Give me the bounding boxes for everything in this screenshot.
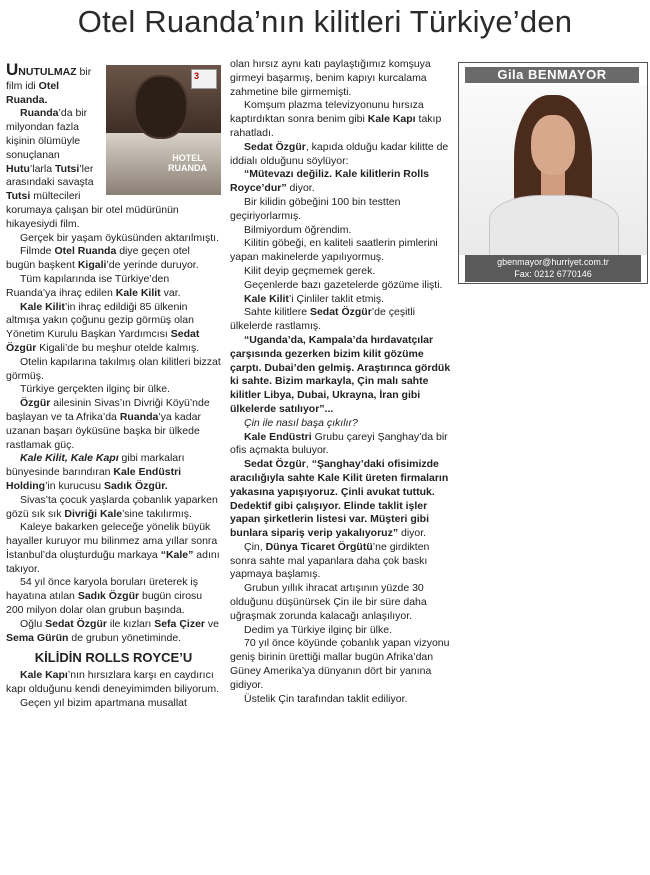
text: 54 yıl önce karyola boruları üreterek iş hayatına atılan: [6, 576, 199, 603]
text: ’i Çinliler taklit etmiş.: [288, 292, 385, 305]
paragraph: Bilmiyordum öğrendim.: [244, 223, 352, 236]
text: diyor.: [398, 527, 427, 540]
text-bold: Kale Kapı: [367, 113, 416, 126]
quote-paragraph: “Uganda’da, Kampala’da hırdavatçılar çarşısında gezerken bizim kilit gözüme çarptı. Dubai’den gelmiş. Araştırınca gördük ki sahte. Bizim markayla, Çin malı sahte kilitler Libya, Dubai, Ukrayna, İran gibi ülkelerde satılıyor”...: [230, 333, 451, 415]
text: bugün cirosu 200 milyon dolar olan grubun başında.: [6, 590, 203, 617]
paragraph: [230, 458, 452, 541]
article-column-1: [6, 60, 221, 711]
text: ile kızları: [106, 617, 155, 630]
text: bir film idi: [6, 66, 92, 92]
subheading: KİLİDİN ROLLS ROYCE’U: [34, 650, 193, 666]
text-bold: Sedat Özgür: [6, 328, 200, 354]
poster-badge: [191, 69, 217, 89]
text-bold: Sedat Özgür: [244, 458, 306, 471]
text: Sivas’ta çocuk yaşlarda çobanlık yaparken gözü sık sık: [6, 493, 218, 520]
text: ’ler arasındaki savaşta: [6, 162, 94, 189]
text: ailesinin Sivas’ın Divriği Köyü’nde başlayan ve ta Afrika’da: [6, 397, 210, 423]
text-bold: Kale Kapı: [20, 669, 68, 682]
paragraph: [230, 306, 452, 334]
poster-face: [136, 77, 186, 137]
text-bold: Otel Ruanda: [54, 245, 117, 258]
paragraph: 70 yıl önce köyünde çobanlık yapan vizyonu geniş birinin ürettiği mallar bugün Afrika’dan Güney Amerika’ya dünyanın dört bir yanına gidiyor.: [230, 637, 450, 691]
paragraph: Gerçek bir yaşam öyküsünden aktarılmıştı.: [20, 231, 219, 244]
text-bold: NUTULMAZ: [18, 66, 77, 78]
paragraph: [6, 494, 221, 522]
paragraph: [6, 245, 221, 273]
text-bold: Kale Endüstri Holding: [6, 466, 182, 492]
paragraph: [230, 168, 452, 196]
poster-title-line2: RUANDA: [168, 163, 207, 173]
text: Tüm kapılarında ise Türkiye’den Ruanda’ya ihraç edilen: [6, 272, 170, 299]
text-bold: Ruanda: [20, 107, 59, 120]
text: Çin,: [244, 540, 266, 553]
paragraph: [6, 521, 221, 576]
text: adını takıyor.: [6, 548, 220, 575]
paragraph: [230, 99, 452, 140]
text: ’in ihraç edildiği 85 ülkenin altmışa yakın çoğunu gezip görmüş olan Yönetim Kurulu Başkan Yardımcısı: [6, 300, 194, 341]
text-bold: Sedat Özgür: [244, 140, 306, 153]
paragraph: [6, 301, 221, 356]
text: ’da bir milyondan fazla kişinin ölümüyle sonuçlanan: [6, 107, 88, 161]
text: , kapıda olduğu kadar kilitte de iddialı olduğunu söylüyor:: [230, 140, 449, 167]
question-line: Çin ile nasıl başa çıkılır?: [244, 416, 358, 429]
drop-cap: U: [6, 60, 19, 79]
author-photo-face: [531, 115, 575, 175]
text-bold: Sadık Özgür.: [104, 479, 168, 492]
paragraph: [230, 431, 452, 459]
paragraph: Geçen yıl bizim apartmana musallat: [20, 696, 187, 709]
paragraph: Kilit deyip geçmemek gerek.: [244, 264, 376, 277]
text: var.: [160, 286, 181, 299]
text: diyor.: [286, 182, 315, 195]
text: ve: [205, 617, 220, 630]
paragraph: [6, 669, 221, 697]
text-bold: Sedat Özgür: [45, 617, 107, 630]
text-bold: Sadık Özgür: [77, 590, 140, 603]
paragraph: Otelin kapılarına takılmış olan kilitleri bizzat görmüş.: [6, 355, 221, 382]
text-bold: Hutu: [6, 162, 30, 175]
article-column-2: [230, 58, 452, 706]
text-bold: Otel Ruanda.: [6, 79, 60, 106]
author-photo: [459, 85, 647, 255]
paragraph: olan hırsız aynı katı paylaştığımız komşuya girmeyi başarmış, benim kapıyı kurcalama zahmetine bile girmemişti.: [230, 58, 431, 98]
text: Oğlu: [20, 617, 46, 630]
author-fax: Fax: 0212 6770146: [514, 269, 592, 279]
text: ’larla: [29, 162, 56, 175]
text: Komşum plazma televizyonunu hırsıza kaptırdıktan sonra benim gibi: [230, 99, 424, 126]
poster-title-line1: HOTEL: [172, 153, 203, 163]
paragraph: [230, 141, 452, 169]
poster-badge-text: 3: [194, 71, 200, 81]
paragraph: Bir kilidin göbeğini 100 bin testten geçiriyorlarmış.: [230, 195, 401, 222]
text-bold: Kale Kilit: [244, 292, 289, 305]
text: Sahte kilitlere: [244, 306, 310, 319]
text-bold: Kale Kilit: [20, 300, 65, 313]
author-email: gbenmayor@hurriyet.com.tr: [497, 257, 609, 267]
text-bold: Tutsi: [55, 162, 80, 175]
text: mültecileri korumaya çalışan bir otel müdürünün hikayesiydi film.: [6, 190, 179, 230]
paragraph: [6, 618, 221, 646]
poster-title: [168, 153, 207, 173]
paragraph: Türkiye gerçekten ilginç bir ülke.: [20, 383, 170, 396]
paragraph: [6, 397, 221, 452]
paragraph: [6, 273, 221, 301]
paragraph: Grubun yıllık ihracat artışının yüzde 30 olduğunu düşünürsek Çin ile bir süre daha uğraşmak zorunda kalacağı anlaşılıyor.: [230, 582, 427, 622]
text: de grubun yönetiminde.: [68, 631, 182, 644]
text-bold: Ruanda: [119, 410, 159, 423]
text-bold: Kigali: [77, 259, 107, 272]
paragraph: [6, 576, 221, 617]
paragraph: Dedim ya Türkiye ilginç bir ülke.: [244, 623, 393, 636]
text-bold: Sema Gürün: [6, 631, 69, 644]
headline: Otel Ruanda’nın kilitleri Türkiye’den: [77, 4, 573, 39]
paragraph: [230, 541, 452, 582]
paragraph: Geçenlerde bazı gazetelerde gözüme ilişti.: [244, 278, 443, 291]
text: Kaleye bakarken geleceğe yönelik büyük hayaller kuruyor mu bilinmez ama yıllar sonra İstanbul’da oluşturduğu markaya: [6, 521, 218, 561]
paragraph: [6, 452, 221, 493]
text: diye geçen otel bugün başkent: [6, 245, 190, 272]
text-bold: Tutsi: [6, 190, 31, 203]
text: ’de yerinde duruyor.: [106, 259, 199, 272]
text-bold: Sefa Çizer: [154, 617, 205, 630]
text: ,: [305, 458, 312, 471]
quote-bold: “Mütevazı değiliz. Kale kilitlerin Rolls Royce’dur”: [230, 168, 429, 195]
text-bold: Kale Kilit: [115, 286, 161, 299]
author-contact: [465, 255, 641, 282]
text: Kigali’de bu meşhur otelde kalmış.: [36, 341, 200, 354]
text-bold: Divriği Kale: [64, 507, 123, 520]
text: Grubu çareyi Şanghay’da bir ofis açmakta buluyor.: [230, 430, 448, 457]
text-bold: Sedat Özgür: [309, 306, 372, 319]
brand-logotype: Kale Kilit, Kale Kapı: [20, 452, 119, 465]
text: takıp rahatladı.: [230, 113, 442, 139]
text: ’de çeşitli ülkelerde rastlamış.: [230, 306, 415, 333]
text: ’in kurucusu: [45, 479, 105, 492]
text: Filmde: [20, 245, 55, 258]
quote-bold: “Şanghay’daki ofisimizde aracılığıyla sahte Kale Kilit üreten firmaların yakasına yapışıyoruz. Çinli avukat tuttuk. Dedektif gibi çalışıyor. Elinde taklit işler yapan şirketlerin listesi var. Müşteri gibi bunlara sipariş verip yakalıyoruz”: [230, 458, 449, 540]
text-bold: “Kale”: [160, 548, 194, 561]
author-photo-shirt: [489, 195, 619, 257]
text: ’ya kadar uzanan başarı öyküsüne başka bir ülkede rastlamak güç.: [6, 410, 201, 451]
author-box: [458, 62, 648, 284]
film-poster-figure: [106, 65, 221, 195]
paragraph: Üstelik Çin tarafından taklit ediliyor.: [244, 692, 408, 705]
text: ’nın hırsızlara karşı en caydırıcı kapı olduğunu kendi deneyimimden biliyorum.: [6, 669, 220, 696]
film-poster-image: [106, 65, 221, 195]
paragraph: Kilitin göbeği, en kaliteli saatlerin pimlerini yapan makinelerde yapılıyormuş.: [230, 237, 438, 264]
text: ’sine takılırmış.: [122, 507, 192, 520]
text: ’ne girdikten sonra sahte mal yapanlara daha çok baskı yapmaya başlamış.: [230, 540, 430, 581]
text-bold: Dünya Ticaret Örgütü: [265, 540, 373, 553]
author-name: Gila BENMAYOR: [465, 67, 639, 83]
text-bold: Özgür: [20, 397, 51, 410]
paragraph: [230, 293, 452, 307]
text-bold: Kale Endüstri: [244, 430, 312, 443]
text: gibi markaları bünyesinde barındıran: [6, 452, 185, 479]
